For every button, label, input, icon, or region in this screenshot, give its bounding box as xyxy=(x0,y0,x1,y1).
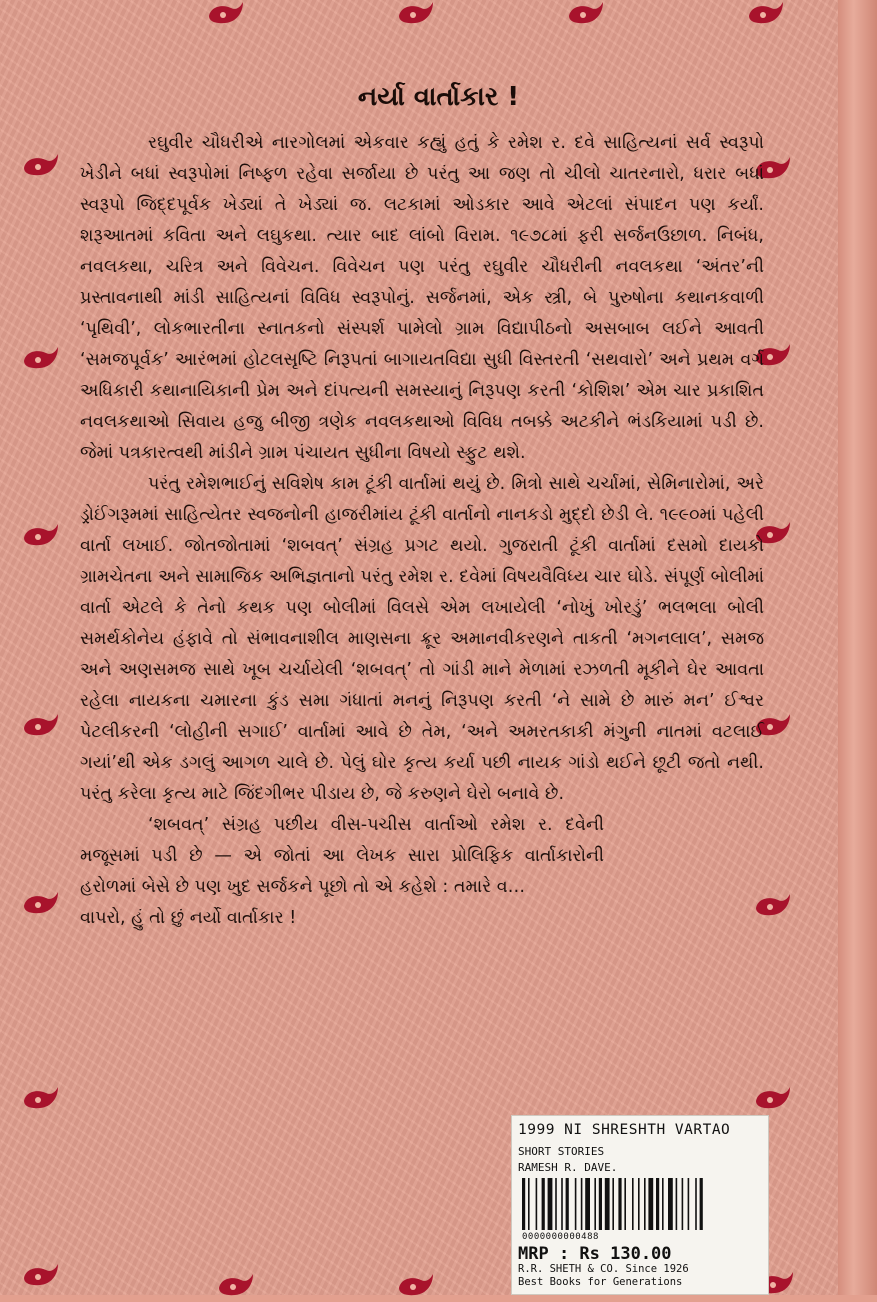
paisley-motif-icon xyxy=(565,0,605,26)
sticker-publisher: R.R. SHETH & CO. Since 1926 xyxy=(518,1263,689,1275)
paisley-motif-icon xyxy=(20,522,60,548)
sticker-book-title: 1999 NI SHRESHTH VARTAO xyxy=(518,1122,731,1138)
blurb-paragraph-2: પરંતુ રમેશભાઈનું સવિશેષ કામ ટૂંકી વાર્તામાં થયું છે. મિત્રો સાથે ચર્ચામાં, સેમિનારોમાં, અરે ડ્રોઈંગરૂમમાં સાહિત્યેતર સ્વજનોની હાજરીમાંય ટૂંકી વાર્તાનો નાનકડો મુદ્દો છેડી લે. ૧૯૯૦માં પહેલી વાર્તા લખાઈ. જોતજોતામાં ‘શબવત્’ સંગ્રહ પ્રગટ થયો. ગુજરાતી ટૂંકી વાર્તામાં દસમો દાયકો ગ્રામચેતના અને સામાજિક અભિજ્ઞતાનો પરંતુ રમેશ ર. દવેમાં વિષયવૈવિધ્ય ચાર ઘોડે. સંપૂર્ણ બોલીમાં વાર્તા એટલે કે તેનો કથક પણ બોલીમાં વિલસે એમ લખાયેલી ‘નોખું ખોરડું’ ભલભલા બોલી સમર્થકોનેય હંફાવે તો સંભાવનાશીલ માણસના ક્રૂર અમાનવીકરણને તાકતી ‘મગનલાલ’, સમજ અને અણસમજ સાથે ખૂબ ચર્ચાયેલી ‘શબવત્’ તો ગાંડી માને મેળામાં રઝળતી મૂકીને ઘેર આવતા રહેલા નાયકના ચમારના કુંડ સમા ગંધાતાં મનનું નિરૂપણ કરતી ‘ને સામે છે મારું મન’ ઈશ્વર પેટલીકરની ‘લોહીની સગાઈ’ વાર્તામાં આવે છે તેમ, ‘અને અમરતકાકી મંગુની નાતમાં વટલાઈ ગયાં’થી એક ડગલું આગળ ચાલે છે. પેલું ઘોર કૃત્ય કર્યા પછી નાયક ગાંડો થઈને છૂટી જતો નથી. પરંતુ કરેલા કૃત્ય માટે જિંદગીભર પીડાય છે, જે કરુણને ઘેરો બનાવે છે. xyxy=(80,474,764,804)
barcode xyxy=(522,1178,754,1230)
paisley-motif-icon xyxy=(215,1272,255,1298)
paisley-motif-icon xyxy=(20,152,60,178)
paisley-motif-icon xyxy=(20,1262,60,1288)
paisley-motif-icon xyxy=(395,0,435,26)
blurb-last-line: વાપરો, હું તો છું નર્યો વાર્તાકાર ! xyxy=(80,908,297,928)
paisley-motif-icon xyxy=(752,1085,792,1111)
paisley-motif-icon xyxy=(395,1272,435,1298)
sticker-tagline: Best Books for Generations xyxy=(518,1276,683,1288)
paisley-motif-icon xyxy=(205,0,245,26)
barcode-number: 0000000000488 xyxy=(522,1232,599,1242)
price-sticker xyxy=(511,1115,769,1295)
paisley-motif-icon xyxy=(20,890,60,916)
paisley-motif-icon xyxy=(20,345,60,371)
blurb-text xyxy=(80,128,764,934)
sticker-author: RAMESH R. DAVE. xyxy=(518,1161,618,1174)
blurb-title: નર્યા વાર્તાકાર ! xyxy=(357,82,520,112)
book-spine-edge xyxy=(838,0,877,1295)
paisley-motif-icon xyxy=(20,712,60,738)
sticker-mrp: MRP : Rs 130.00 xyxy=(518,1244,672,1264)
blurb-paragraph-1: રઘુવીર ચૌધરીએ નારગોલમાં એકવાર કહ્યું હતું કે રમેશ ર. દવે સાહિત્યનાં સર્વ સ્વરૂપો ખેડીને બધાં સ્વરૂપોમાં નિષ્ફળ રહેવા સર્જાયા છે પરંતુ આ જણ તો ચીલો ચાતરનારો, ધરાર બધાં સ્વરૂપો જિદ્દપૂર્વક ખેડ્યાં તે ખેડ્યાં જ. લટકામાં ઓડકાર આવે એટલાં સંપાદન પણ કર્યાં. શરૂઆતમાં કવિતા અને લઘુકથા. ત્યાર બાદ લાંબો વિરામ. ૧૯૭૮માં ફરી સર્જનઉછાળ. નિબંધ, નવલકથા, ચરિત્ર અને વિવેચન. વિવેચન પણ પરંતુ રઘુવીર ચૌધરીની નવલકથા ‘અંતર’ની પ્રસ્તાવનાથી માંડી સાહિત્યનાં વિવિધ સ્વરૂપોનું. સર્જનમાં, એક સ્ત્રી, બે પુરુષોના કથાનકવાળી ‘પૃથિવી’, લોકભારતીના સ્નાતકનો સંસ્પર્શ પામેલો ગ્રામ વિદ્યાપીઠનો અસબાબ લઈને આવતી ‘સમજપૂર્વક’ આરંભમાં હોટલસૃષ્ટિ નિરૂપતાં બાગાયતવિદ્યા સુધી વિસ્તરતી ‘સથવારો’ અને પ્રથમ વર્ગ અધિકારી કથાનાયિકાની પ્રેમ અને દાંપત્યની સમસ્યાનું નિરૂપણ કરતી ‘કોશિશ’ એમ ચાર પ્રકાશિત નવલકથાઓ સિવાય હજુ બીજી ત્રણેક નવલકથાઓ વિવિધ તબક્કે અટકીને ભંડકિયામાં પડી છે. જેમાં પત્રકારત્વથી માંડીને ગ્રામ પંચાયત સુધીના વિષયો સ્ફુટ થશે. xyxy=(80,133,764,463)
paisley-motif-icon xyxy=(745,0,785,26)
paisley-motif-icon xyxy=(20,1085,60,1111)
sticker-category: SHORT STORIES xyxy=(518,1145,605,1158)
blurb-paragraph-3: ‘શબવત્’ સંગ્રહ પછીય વીસ-પચીસ વાર્તાઓ રમેશ ર. દવેની મજૂસમાં પડી છે — એ જોતાં આ લેખક સારા પ્રોલિફિક વાર્તાકારોની હરોળમાં બેસે છે પણ ખુદ સર્જકને પૂછો તો એ કહેશે : તમારે વ… xyxy=(80,815,604,897)
